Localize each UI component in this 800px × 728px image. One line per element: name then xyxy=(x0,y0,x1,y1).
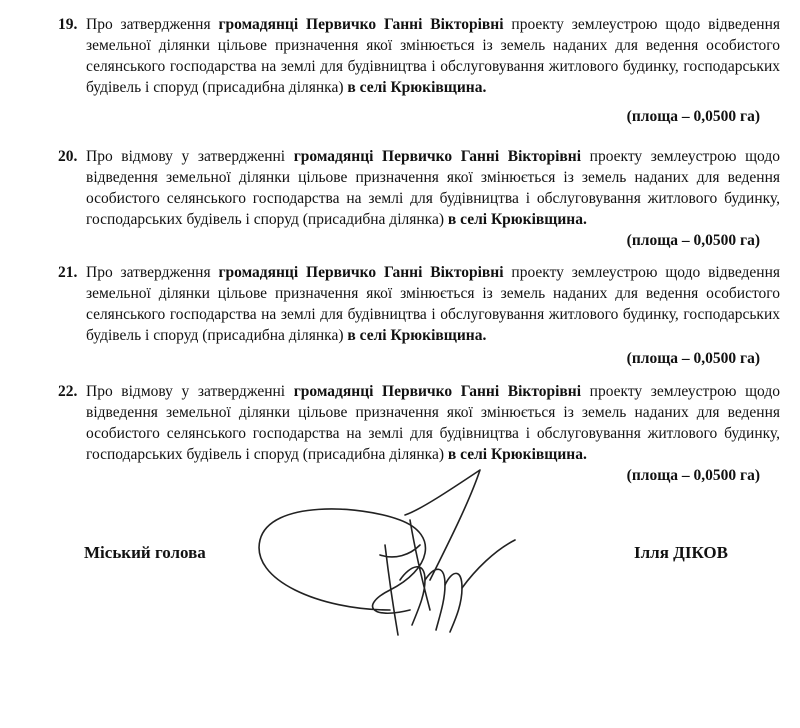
item-body-text: проекту землеустрою щодо відведення земельної ділянки цільове призначення якої змінюється із земель наданих для ведення особистого селянського господарства на землі для будівництва і обслуговування житлового будинку, господарських будівель і споруд (присадибна ділянка) xyxy=(86,383,780,463)
plot-area: (площа – 0,0500 га) xyxy=(626,467,760,484)
item-lead-text: Про відмову у затвердженні xyxy=(86,383,294,400)
resolution-item-19 xyxy=(58,14,780,125)
mayor-name: Ілля ДІКОВ xyxy=(634,543,728,562)
item-number: 19. xyxy=(58,16,78,33)
item-body-text: проекту землеустрою щодо відведення земельної ділянки цільове призначення якої змінюється із земель наданих для ведення особистого селянського господарства на землі для будівництва і обслуговування житлового будинку, господарських будівель і споруд (присадибна ділянка) xyxy=(86,148,780,228)
item-lead-text: Про затвердження xyxy=(86,264,219,281)
item-body-text: проекту землеустрою щодо відведення земельної ділянки цільове призначення якої змінюється із земель наданих для ведення особистого селянського господарства на землі для будівництва і обслуговування житлового будинку, господарських будівель і споруд (присадибна ділянка) xyxy=(86,16,780,96)
village-name: в селі Крюківщина. xyxy=(447,446,587,463)
plot-area: (площа – 0,0500 га) xyxy=(626,350,760,367)
village-name: в селі Крюківщина. xyxy=(447,211,587,228)
resolution-item-22 xyxy=(58,381,780,484)
item-text xyxy=(86,262,780,346)
item-body-text: проекту землеустрою щодо відведення земельної ділянки цільове призначення якої змінюється із земель наданих для ведення особистого селянського господарства на землі для будівництва і обслуговування житлового будинку, господарських будівель і споруд (присадибна ділянка) xyxy=(86,264,780,344)
resolution-item-20 xyxy=(58,146,780,249)
item-lead-text: Про відмову у затвердженні xyxy=(86,148,294,165)
plot-area: (площа – 0,0500 га) xyxy=(626,108,760,125)
handwritten-signature xyxy=(240,460,540,650)
item-text xyxy=(86,381,780,465)
citizen-name: громадянці Первичко Ганні Вікторівні xyxy=(218,16,504,33)
citizen-name: громадянці Первичко Ганні Вікторівні xyxy=(218,264,504,281)
item-number: 20. xyxy=(58,148,78,165)
mayor-title: Міський голова xyxy=(84,543,206,562)
item-lead-text: Про затвердження xyxy=(86,16,219,33)
citizen-name: громадянці Первичко Ганні Вікторівні xyxy=(293,148,582,165)
citizen-name: громадянці Первичко Ганні Вікторівні xyxy=(293,383,582,400)
item-number: 22. xyxy=(58,383,78,400)
resolution-item-21 xyxy=(58,262,780,367)
village-name: в селі Крюківщина. xyxy=(347,327,487,344)
plot-area: (площа – 0,0500 га) xyxy=(626,232,760,249)
item-number: 21. xyxy=(58,264,78,281)
village-name: в селі Крюківщина. xyxy=(347,79,487,96)
item-text xyxy=(86,14,780,98)
item-text xyxy=(86,146,780,230)
